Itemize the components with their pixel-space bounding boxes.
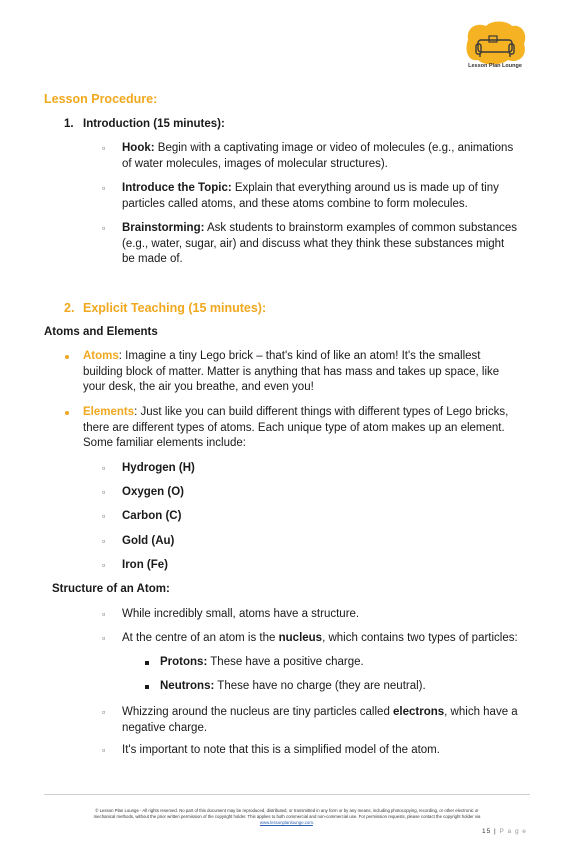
square-bullet-icon [145, 661, 149, 665]
logo-caption: Lesson Plan Lounge [468, 63, 522, 69]
structure-heading: Structure of an Atom: [52, 583, 170, 595]
footer-divider [44, 794, 530, 795]
square-bullet-icon: ▫ [102, 745, 106, 755]
square-bullet-icon: ▫ [102, 183, 106, 193]
page-number: 15 | P a g e [481, 828, 527, 835]
bullet-dot-icon [65, 411, 69, 415]
intro-item-brainstorming: Brainstorming: Ask students to brainstorm examples of common substances (e.g., water, sugar, air) and discuss what they think these substances might be made of. [122, 222, 517, 265]
square-bullet-icon: ▫ [102, 223, 106, 233]
explicit-title: Explicit Teaching (15 minutes): [83, 301, 267, 315]
structure-item-4: It's important to note that this is a simplified model of the atom. [122, 744, 440, 756]
intro-item-hook: Hook: Begin with a captivating image or video of molecules (e.g., animations of water molecules, images of molecular structures). [122, 142, 514, 170]
neutrons-item: Neutrons: These have no charge (they are neutral). [160, 680, 426, 692]
structure-item-2: At the centre of an atom is the nucleus, which contains two types of particles: [122, 632, 518, 644]
explicit-number: 2. [64, 301, 75, 315]
element-gold: Gold (Au) [122, 535, 175, 547]
structure-item-3: Whizzing around the nucleus are tiny particles called electrons, which have a negative charge. [122, 706, 518, 734]
intro-number: 1. [64, 118, 74, 130]
element-carbon: Carbon (C) [122, 510, 182, 522]
element-hydrogen: Hydrogen (H) [122, 462, 195, 474]
square-bullet-icon: ▫ [102, 633, 106, 643]
square-bullet-icon: ▫ [102, 511, 106, 521]
element-iron: Iron (Fe) [122, 559, 168, 571]
square-bullet-icon: ▫ [102, 487, 106, 497]
intro-title: Introduction (15 minutes): [83, 118, 225, 130]
square-bullet-icon [145, 685, 149, 689]
element-oxygen: Oxygen (O) [122, 486, 184, 498]
square-bullet-icon: ▫ [102, 707, 106, 717]
intro-item-topic: Introduce the Topic: Explain that everything around us is made up of tiny particles called atoms, and these atoms combine to form molecules. [122, 182, 499, 210]
bullet-dot-icon [65, 355, 69, 359]
atoms-bullet: Atoms: Imagine a tiny Lego brick – that's kind of like an atom! It's the smallest building block of matter. Matter is anything that has mass and takes up space, like your desk, the air you breathe, and even you! [83, 350, 500, 393]
section-title: Lesson Procedure: [44, 92, 158, 106]
square-bullet-icon: ▫ [102, 609, 106, 619]
square-bullet-icon: ▫ [102, 560, 106, 570]
elements-bullet: Elements: Just like you can build different things with different types of Lego bricks, there are different types of atoms. Each unique type of atom makes up an element. Some familiar elements include: [83, 406, 509, 449]
square-bullet-icon: ▫ [102, 536, 106, 546]
structure-item-1: While incredibly small, atoms have a structure. [122, 608, 360, 620]
atoms-heading: Atoms and Elements [44, 326, 158, 338]
copyright-footer: © Lesson Plan Lounge - All rights reserved. No part of this document may be reproduced, distributed, or transmitted in any form or by any means, including photocopying, recording, or other electronic or mechanical methods, without the prior written permission of the copyright holder. This applies to both commercial and non-commercial use. For permission requests, please contact the copyright holder via www.lessonplanlounge.com. [93, 808, 481, 825]
protons-item: Protons: These have a positive charge. [160, 656, 364, 668]
square-bullet-icon: ▫ [102, 143, 106, 153]
square-bullet-icon: ▫ [102, 463, 106, 473]
website-link[interactable]: www.lessonplanlounge.com [259, 820, 313, 825]
